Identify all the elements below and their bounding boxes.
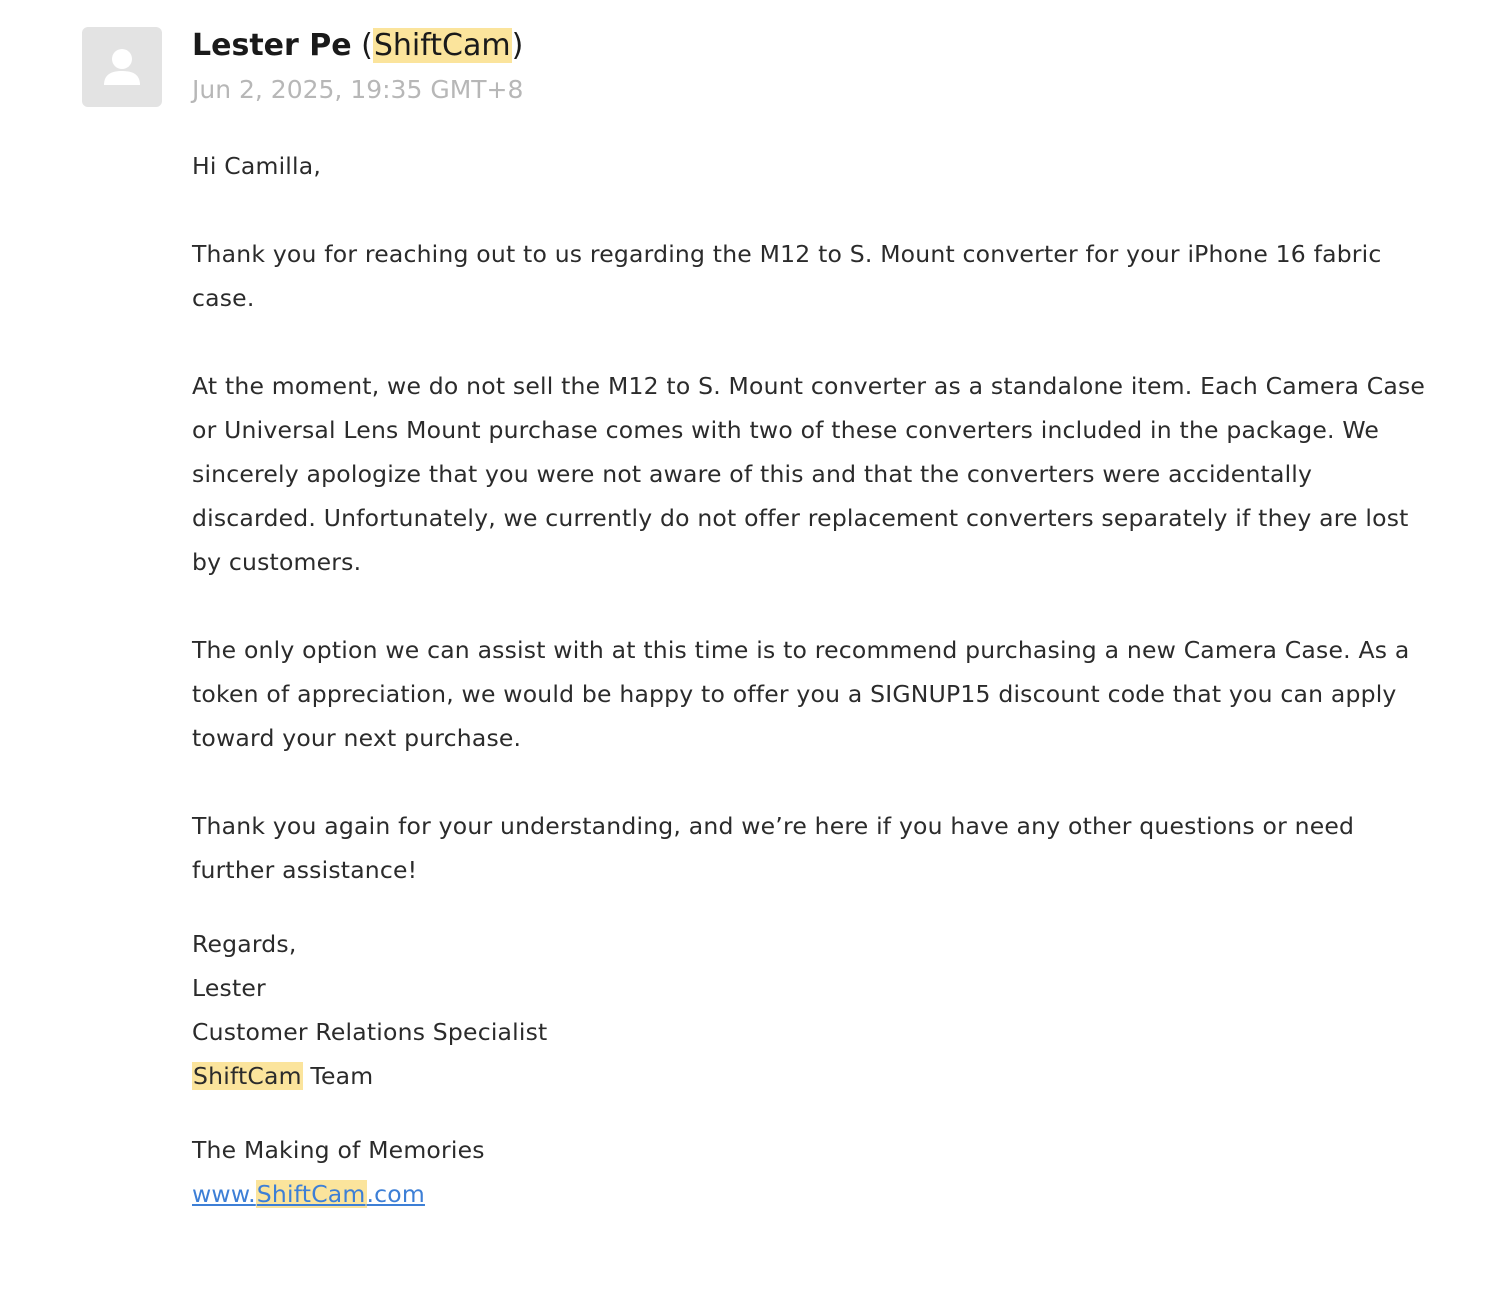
signature-team-suffix: Team	[310, 1062, 374, 1090]
email-date: Jun 2, 2025, 19:35 GMT+8	[192, 75, 524, 104]
signature-title: Customer Relations Specialist	[192, 1018, 548, 1046]
email-paragraph-1: Thank you for reaching out to us regarding the M12 to S. Mount converter for your iPhone 16 fabric case.	[192, 240, 1382, 312]
user-silhouette-icon	[82, 27, 162, 107]
sender-company: ShiftCam	[373, 28, 511, 63]
website-link-prefix[interactable]: www.	[192, 1180, 256, 1208]
website-link-brand[interactable]: ShiftCam	[256, 1180, 366, 1208]
sender-avatar[interactable]	[82, 27, 162, 107]
sender-name[interactable]: Lester Pe	[192, 28, 352, 63]
signature-team-brand: ShiftCam	[193, 1062, 302, 1090]
website-link[interactable]	[192, 1180, 425, 1208]
signature-website	[192, 1172, 1442, 1216]
signature-closing: Regards,	[192, 930, 297, 958]
signature-name: Lester	[192, 974, 266, 1002]
email-greeting: Hi Camilla,	[192, 152, 322, 180]
email-paragraph-2: At the moment, we do not sell the M12 to S. Mount converter as a standalone item. Each Camera Case or Universal Lens Mount purchase comes with two of these converters included in the package. We sincerely apologize that you were not aware of this and that the converters were accidentally discarded. Unfortunately, we currently do not offer replacement converters separately if they are lost by customers.	[192, 372, 1426, 576]
email-body	[192, 144, 1442, 1216]
email-paragraph-4: Thank you again for your understanding, and we’re here if you have any other questions or need further assistance!	[192, 812, 1355, 884]
sender-company-wrapper: (ShiftCam)	[361, 28, 524, 63]
email-paragraph-3: The only option we can assist with at this time is to recommend purchasing a new Camera Case. As a token of appreciation, we would be happy to offer you a SIGNUP15 discount code that you can apply toward your next purchase.	[192, 636, 1410, 752]
signature-tagline: The Making of Memories	[192, 1136, 485, 1164]
sender-line	[192, 26, 523, 66]
signature-team	[192, 1054, 1442, 1098]
website-link-suffix[interactable]: .com	[366, 1180, 425, 1208]
